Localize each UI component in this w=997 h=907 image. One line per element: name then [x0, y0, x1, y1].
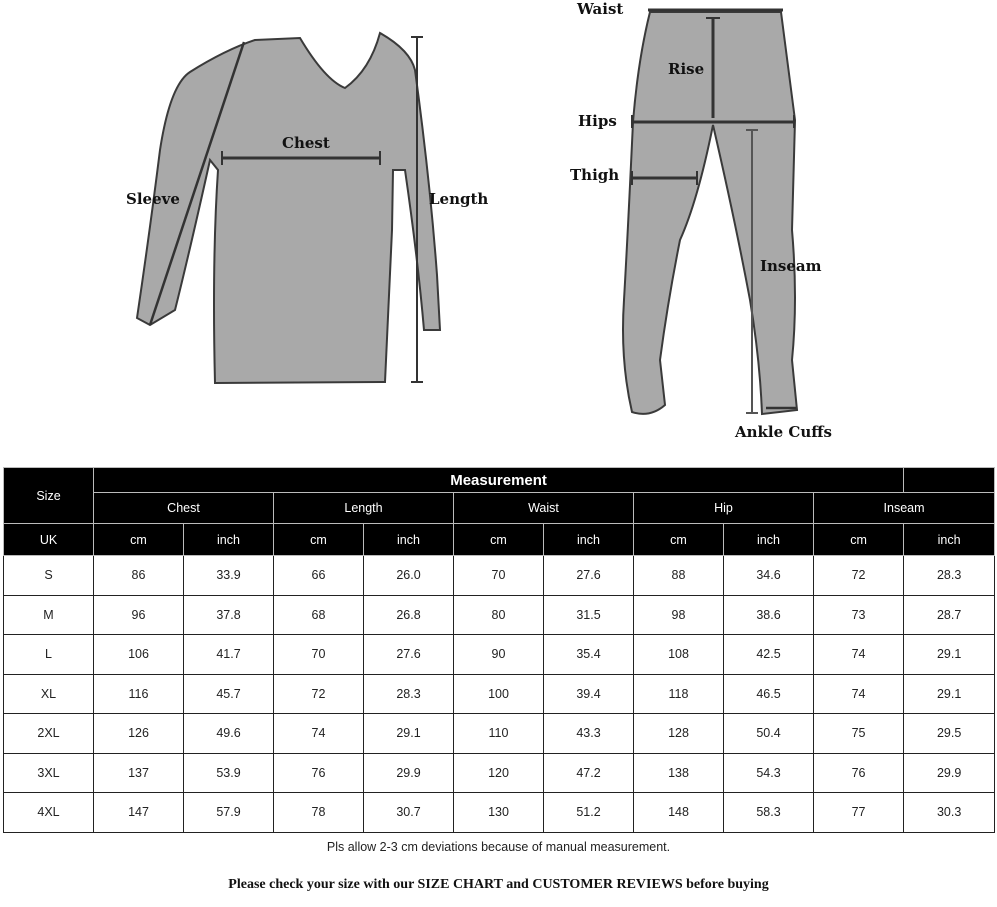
table-cell: 42.5: [724, 635, 814, 675]
empty-header-cell: [904, 468, 995, 493]
table-cell: 90: [454, 635, 544, 675]
unit-header: inch: [724, 524, 814, 556]
table-cell: 72: [814, 556, 904, 596]
waist-label: Waist: [577, 0, 624, 18]
table-cell: 39.4: [544, 674, 634, 714]
size-cell: M: [4, 595, 94, 635]
garment-illustrations: [0, 0, 997, 450]
table-cell: 74: [814, 674, 904, 714]
table-cell: 51.2: [544, 793, 634, 833]
table-cell: 77: [814, 793, 904, 833]
table-row: [4, 674, 995, 714]
table-cell: 33.9: [184, 556, 274, 596]
table-cell: 28.3: [364, 674, 454, 714]
table-cell: 76: [814, 753, 904, 793]
size-cell: S: [4, 556, 94, 596]
inseam-label: Inseam: [760, 257, 822, 275]
column-header-chest: Chest: [94, 493, 274, 524]
table-cell: 58.3: [724, 793, 814, 833]
table-row: [4, 595, 995, 635]
table-cell: 70: [454, 556, 544, 596]
size-chart-table: [3, 467, 995, 833]
table-cell: 29.1: [364, 714, 454, 754]
shirt-diagram: [137, 33, 440, 383]
table-cell: 27.6: [544, 556, 634, 596]
table-cell: 38.6: [724, 595, 814, 635]
table-cell: 86: [94, 556, 184, 596]
table-cell: 29.5: [904, 714, 995, 754]
column-header-length: Length: [274, 493, 454, 524]
hips-label: Hips: [578, 112, 617, 130]
table-cell: 30.3: [904, 793, 995, 833]
table-cell: 54.3: [724, 753, 814, 793]
table-cell: 118: [634, 674, 724, 714]
table-cell: 29.9: [364, 753, 454, 793]
region-header: UK: [4, 524, 94, 556]
table-row: [4, 714, 995, 754]
garment-diagram-svg: [0, 0, 997, 450]
table-cell: 49.6: [184, 714, 274, 754]
table-cell: 138: [634, 753, 724, 793]
table-cell: 98: [634, 595, 724, 635]
chest-label: Chest: [282, 134, 330, 152]
unit-header: cm: [454, 524, 544, 556]
table-cell: 130: [454, 793, 544, 833]
column-header-hip: Hip: [634, 493, 814, 524]
table-cell: 137: [94, 753, 184, 793]
table-cell: 106: [94, 635, 184, 675]
rise-label: Rise: [668, 60, 705, 78]
table-cell: 116: [94, 674, 184, 714]
table-cell: 70: [274, 635, 364, 675]
table-cell: 46.5: [724, 674, 814, 714]
table-cell: 41.7: [184, 635, 274, 675]
size-cell: XL: [4, 674, 94, 714]
table-row: [4, 556, 995, 596]
table-cell: 78: [274, 793, 364, 833]
table-cell: 110: [454, 714, 544, 754]
table-cell: 66: [274, 556, 364, 596]
table-cell: 57.9: [184, 793, 274, 833]
size-cell: 2XL: [4, 714, 94, 754]
table-cell: 108: [634, 635, 724, 675]
measurement-header: Measurement: [94, 468, 904, 493]
unit-header: cm: [94, 524, 184, 556]
table-cell: 73: [814, 595, 904, 635]
pants-diagram: [623, 10, 797, 414]
unit-header: inch: [364, 524, 454, 556]
table-cell: 120: [454, 753, 544, 793]
table-cell: 75: [814, 714, 904, 754]
size-cell: 4XL: [4, 793, 94, 833]
table-cell: 147: [94, 793, 184, 833]
table-cell: 28.7: [904, 595, 995, 635]
table-cell: 35.4: [544, 635, 634, 675]
table-cell: 88: [634, 556, 724, 596]
table-cell: 45.7: [184, 674, 274, 714]
table-cell: 47.2: [544, 753, 634, 793]
table-cell: 34.6: [724, 556, 814, 596]
table-cell: 100: [454, 674, 544, 714]
column-header-waist: Waist: [454, 493, 634, 524]
table-cell: 50.4: [724, 714, 814, 754]
table-cell: 43.3: [544, 714, 634, 754]
table-cell: 26.8: [364, 595, 454, 635]
unit-header: inch: [904, 524, 995, 556]
table-cell: 96: [94, 595, 184, 635]
table-cell: 128: [634, 714, 724, 754]
table-row: [4, 793, 995, 833]
table-cell: 72: [274, 674, 364, 714]
unit-header: inch: [544, 524, 634, 556]
table-cell: 148: [634, 793, 724, 833]
table-cell: 68: [274, 595, 364, 635]
table-cell: 29.1: [904, 674, 995, 714]
deviation-note: Pls allow 2-3 cm deviations because of manual measurement.: [326, 840, 671, 854]
size-cell: 3XL: [4, 753, 94, 793]
thigh-label: Thigh: [570, 166, 620, 184]
unit-header: cm: [274, 524, 364, 556]
table-cell: 28.3: [904, 556, 995, 596]
column-header-inseam: Inseam: [814, 493, 995, 524]
table-cell: 37.8: [184, 595, 274, 635]
table-cell: 76: [274, 753, 364, 793]
table-cell: 80: [454, 595, 544, 635]
table-cell: 29.9: [904, 753, 995, 793]
table-cell: 53.9: [184, 753, 274, 793]
table-cell: 26.0: [364, 556, 454, 596]
ankle-cuffs-label: Ankle Cuffs: [735, 423, 833, 441]
table-cell: 74: [274, 714, 364, 754]
table-cell: 74: [814, 635, 904, 675]
table-cell: 27.6: [364, 635, 454, 675]
table-cell: 30.7: [364, 793, 454, 833]
size-check-note: Please check your size with our SIZE CHART and CUSTOMER REVIEWS before buying: [228, 877, 769, 892]
unit-header: cm: [634, 524, 724, 556]
table-cell: 29.1: [904, 635, 995, 675]
table-cell: 31.5: [544, 595, 634, 635]
table-cell: 126: [94, 714, 184, 754]
unit-header: inch: [184, 524, 274, 556]
sleeve-label: Sleeve: [126, 190, 180, 208]
table-row: [4, 753, 995, 793]
table-row: [4, 635, 995, 675]
length-label: Length: [429, 190, 489, 208]
size-cell: L: [4, 635, 94, 675]
size-header: Size: [4, 468, 94, 524]
unit-header: cm: [814, 524, 904, 556]
